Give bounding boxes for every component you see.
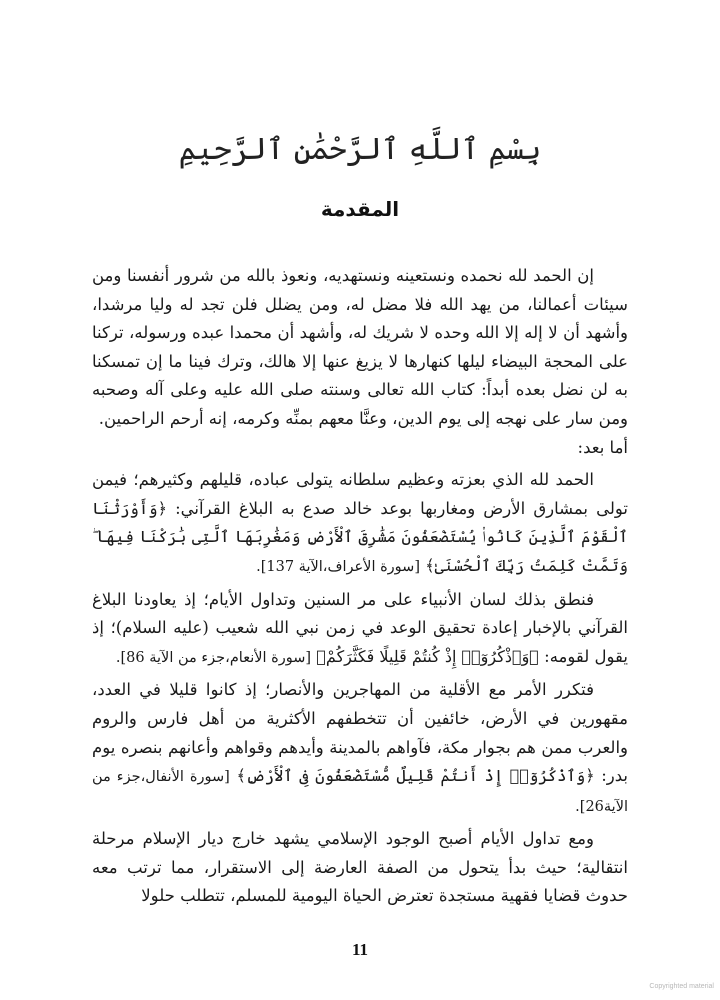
paragraph-text: الحمد لله الذي بعزته وعظيم سلطانه يتولى عباده، قليلهم وكثيرهم؛ فيمن تولى بمشارق الأرض ومغاربها بوعد خالد صدع به البلاغ القرآني: [92,470,628,518]
quran-verse: ﴿وَٱذْكُرُوٓا۟ إِذْ أَنتُمْ قَلِيلٌ مُّسْتَضْعَفُونَ فِى ٱلْأَرْضِ﴾ [236,766,595,786]
paragraph-praise [92,466,628,581]
page-number: 11 [351,940,369,959]
paragraph-text: فنطق بذلك لسان الأنبياء على مر السنين وتداول الأيام؛ إذ يعاودنا البلاغ القرآني بالإخبار إعادة تحقيق الوعد في زمن نبي الله شعيب (عليه السلام)؛ إذ يقول لقومه: [92,589,628,666]
paragraph-shuaib [92,586,628,673]
quran-verse: ﴿وَأَوْرَثْنَا ٱلْقَوْمَ ٱلَّذِينَ كَانُوا۟ يُسْتَضْعَفُونَ مَشَٰرِقَ ٱلْأَرْضِ وَمَغَٰرِبَهَا ٱلَّتِى بَٰرَكْنَا فِيهَا ۖ وَتَمَّتْ كَلِمَتُ رَبِّكَ ٱلْحُسْنَىٰ﴾ [92,498,628,575]
verse-reference: [سورة الأنعام،جزء من الآية 86]. [115,649,312,666]
paragraph-text: فتكرر الأمر مع الأقلية من المهاجرين والأنصار؛ إذ كانوا قليلا في العدد، مقهورين في الأرض، خائفين أن تتخطفهم الأكثرية من أهل فارس والروم والعرب ممن هم بجوار مكة، فآواهم بالمدينة وأيدهم وقواهم وأعانهم بنصره يوم بدر: [92,680,629,786]
paragraph-opening [92,262,628,434]
body-text [92,262,628,911]
paragraph-text: أما بعد: [577,437,628,457]
paragraph-text: إن الحمد لله نحمده ونستعينه ونستهديه، ونعوذ بالله من شرور أنفسنا ومن سيئات أعمالنا، من يهد الله فلا مضل له، ومن يضلل فلن تجد له وليا مرشدا، وأشهد أن لا إله إلا الله وحده لا شريك له، وأشهد أن محمدا عبده ورسوله، تركنا على المحجة البيضاء ليلها كنهارها لا يزيغ عنها إلا هالك، وترك فينا ما إن تمسكنا به لن نضل بعده أبداً: كتاب الله تعالى وسنته صلى الله عليه وعلى آله وصحبه ومن سار على نهجه إلى يوم الدين، وعنَّا معهم بمنِّه وكرمه، إنه أرحم الراحمين. [92,266,628,428]
chapter-title: المقدمة [320,197,400,221]
paragraph-transition [92,825,628,911]
paragraph-text: ومع تداول الأيام أصبح الوجود الإسلامي يشهد خارج ديار الإسلام مرحلة انتقالية؛ حيث بدأ يتحول من الصفة العارضة إلى الاستقرار، مما ترتب معه حدوث قضايا فقهية مستجدة تعترض الحياة اليومية للمسلم، تتطلب حلولا [92,829,628,906]
verse-reference: [سورة الأعراف،الآية 137]. [256,558,420,575]
basmala-heading: بِسْمِ ٱللَّهِ ٱلرَّحْمَٰنِ ٱلرَّحِيمِ [178,132,542,167]
paragraph-muhajirin [92,676,628,821]
verse-reference: [سورة الأنفال،جزء من الآية26]. [92,769,628,815]
copyright-watermark: Copyrighted material [649,983,714,990]
paragraph-amma-baad [92,434,628,463]
quran-verse: ﴿وَٱذْكُرُوٓا۟ إِذْ كُنتُمْ قَلِيلًا فَكَثَّرَكُمْ﴾ [316,646,539,666]
